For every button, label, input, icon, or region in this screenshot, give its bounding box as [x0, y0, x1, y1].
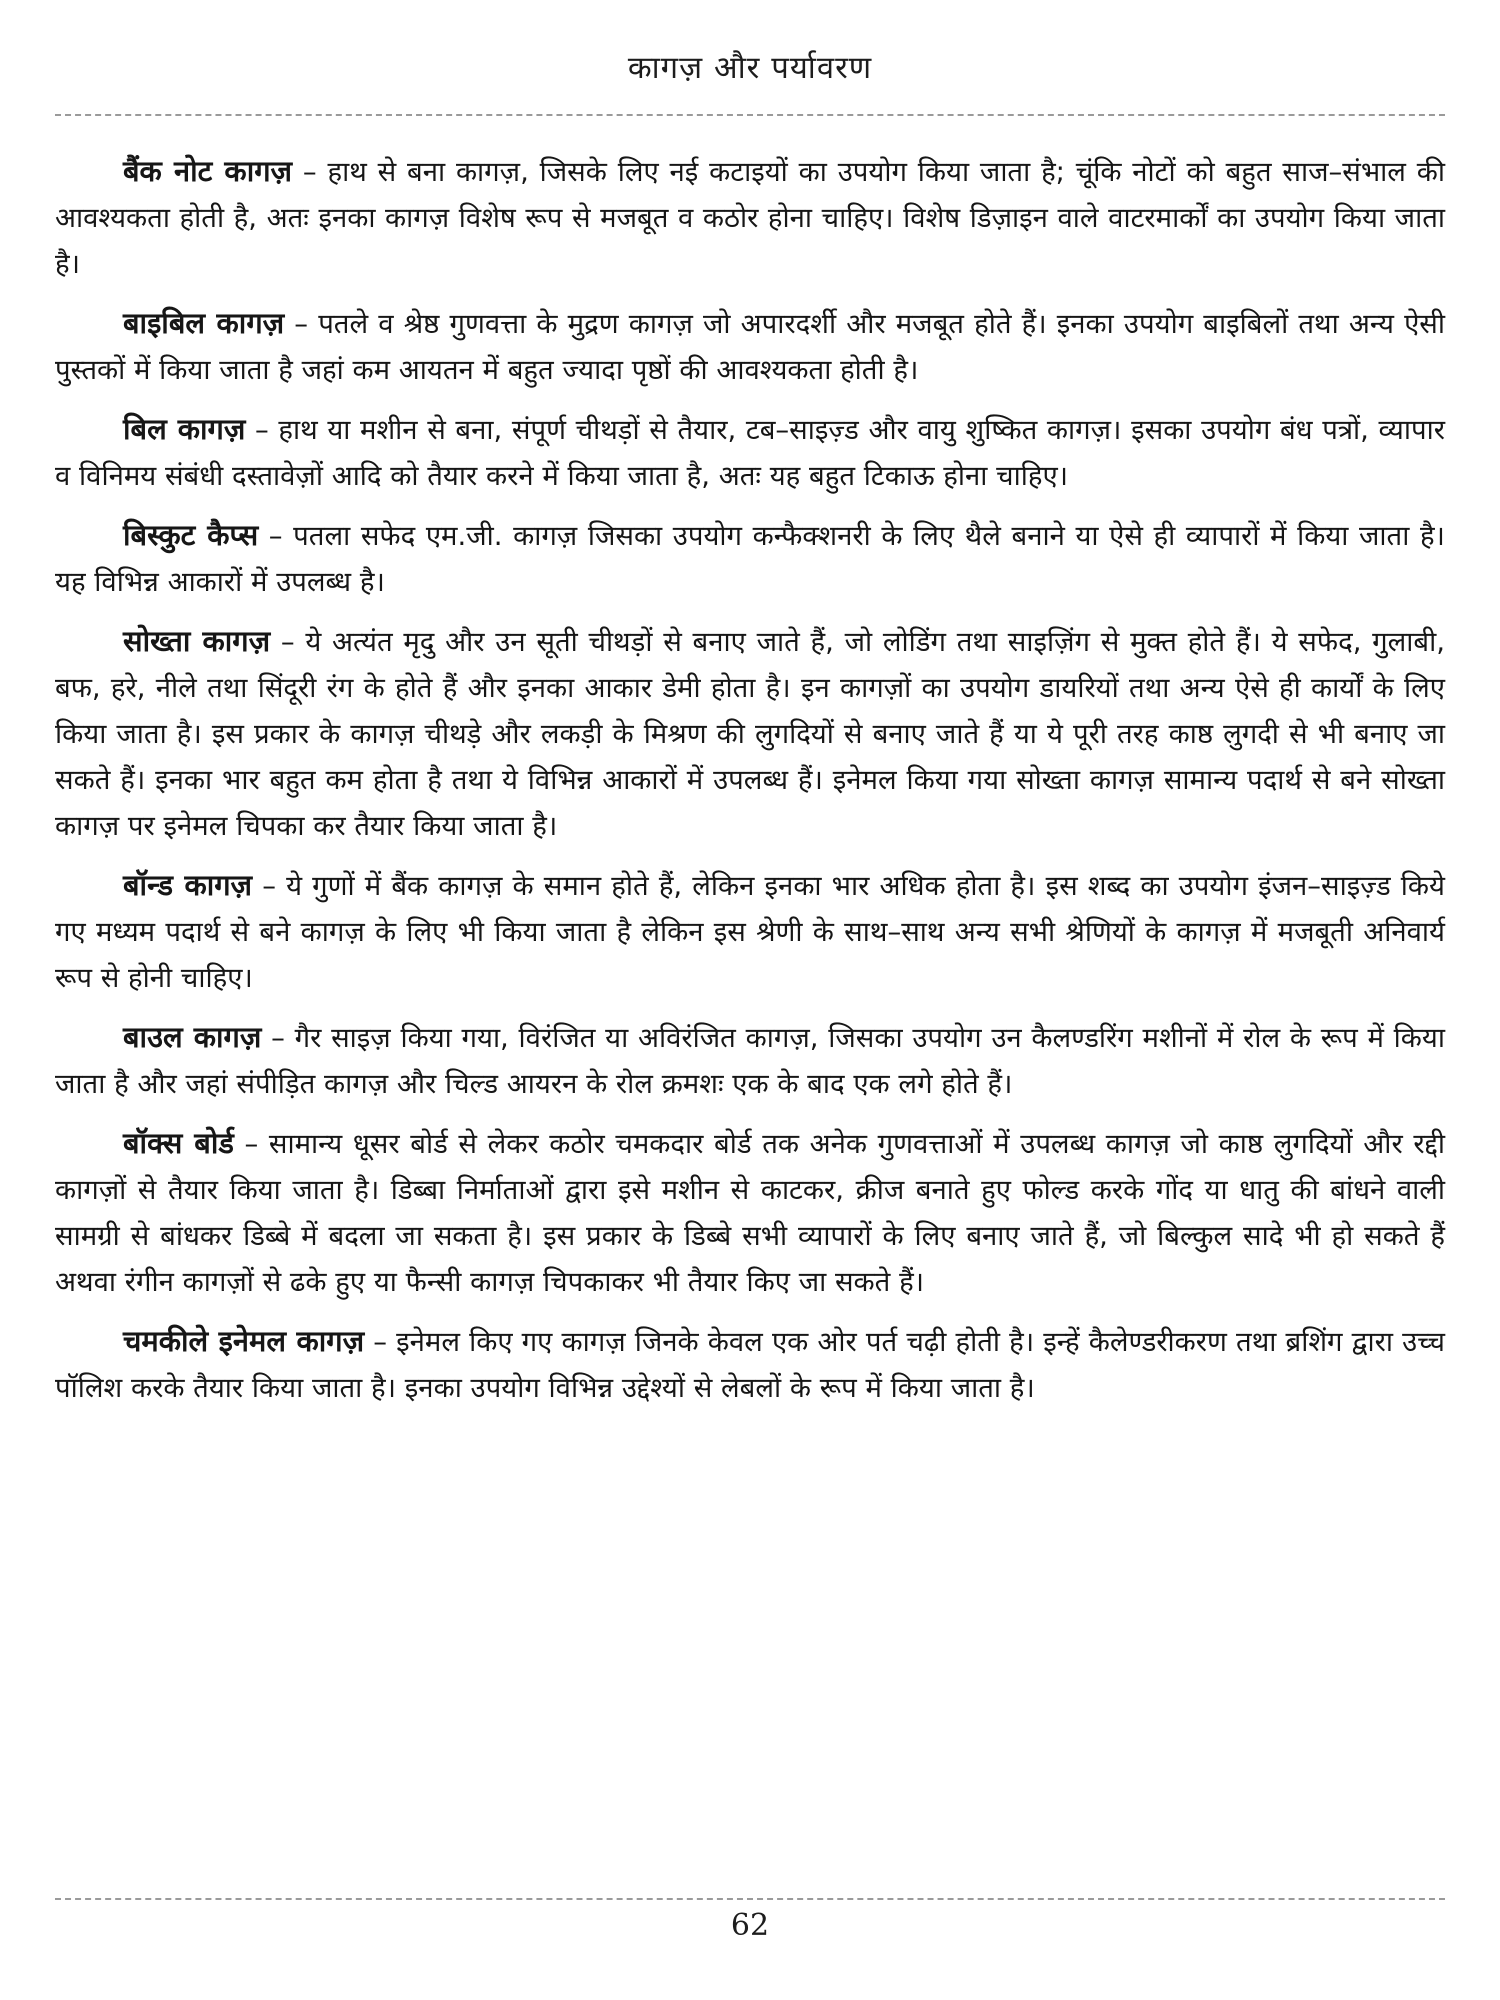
- entry-term: बैंक नोट कागज़: [123, 154, 293, 188]
- entry-definition: – हाथ या मशीन से बना, संपूर्ण चीथड़ों से तैयार, टब–साइज़्ड और वायु शुष्कित कागज़। इसका उपयोग बंध पत्रों, व्यापार व विनिमय संबंधी दस्तावेज़ों आदि को तैयार करने में किया जाता है, अतः यह बहुत टिकाऊ होना चाहिए।: [55, 414, 1445, 492]
- entry-definition: – ये अत्यंत मृदु और उन सूती चीथड़ों से बनाए जाते हैं, जो लोडिंग तथा साइज़िंग से मुक्त होते हैं। ये सफेद, गुलाबी, बफ, हरे, नीले तथा सिंदूरी रंग के होते हैं और इनका आकार डेमी होता है। इन कागज़ों का उपयोग डायरियों तथा अन्य ऐसे ही कार्यों के लिए किया जाता है। इस प्रकार के कागज़ चीथड़े और लकड़ी के मिश्रण की लुगदियों से बनाए जाते हैं या ये पूरी तरह काष्ठ लुगदी से भी बनाए जा सकते हैं। इनका भार बहुत कम होता है तथा ये विभिन्न आकारों में उपलब्ध हैं। इनेमल किया गया सोख्ता कागज़ सामान्य पदार्थ से बने सोख्ता कागज़ पर इनेमल चिपका कर तैयार किया जाता है।: [55, 626, 1445, 842]
- page-number: 62: [730, 1908, 770, 1943]
- glossary-entry-bond-paper: [55, 862, 1445, 1001]
- entry-term: बॉक्स बोर्ड: [123, 1126, 234, 1160]
- glossary-entry-bowl-paper: [55, 1014, 1445, 1107]
- entry-definition: – इनेमल किए गए कागज़ जिनके केवल एक ओर पर्त चढ़ी होती है। इन्हें कैलेण्डरीकरण तथा ब्रशिंग द्वारा उच्च पॉलिश करके तैयार किया जाता है। इनका उपयोग विभिन्न उद्देश्यों से लेबलों के रूप में किया जाता है।: [55, 1326, 1445, 1404]
- entry-definition: – ये गुणों में बैंक कागज़ के समान होते हैं, लेकिन इनका भार अधिक होता है। इस शब्द का उपयोग इंजन–साइज़्ड किये गए मध्यम पदार्थ से बने कागज़ के लिए भी किया जाता है लेकिन इस श्रेणी के साथ–साथ अन्य सभी श्रेणियों के कागज़ में मजबूती अनिवार्य रूप से होनी चाहिए।: [55, 870, 1445, 994]
- footer-rule: [55, 1898, 1445, 1900]
- glossary-entry-glazed-enamel-paper: [55, 1318, 1445, 1411]
- entry-definition: – सामान्य धूसर बोर्ड से लेकर कठोर चमकदार बोर्ड तक अनेक गुणवत्ताओं में उपलब्ध कागज़ जो काष्ठ लुगदियों और रद्दी कागज़ों से तैयार किया जाता है। डिब्बा निर्माताओं द्वारा इसे मशीन से काटकर, क्रीज बनाते हुए फोल्ड करके गोंद या धातु की बांधने वाली सामग्री से बांधकर डिब्बे में बदला जा सकता है। इस प्रकार के डिब्बे सभी व्यापारों के लिए बनाए जाते हैं, जो बिल्कुल सादे भी हो सकते हैं अथवा रंगीन कागज़ों से ढके हुए या फैन्सी कागज़ चिपकाकर भी तैयार किए जा सकते हैं।: [55, 1128, 1445, 1298]
- glossary-body: [55, 148, 1445, 1424]
- entry-definition: – पतले व श्रेष्ठ गुणवत्ता के मुद्रण कागज़ जो अपारदर्शी और मजबूत होते हैं। इनका उपयोग बाइबिलों तथा अन्य ऐसी पुस्तकों में किया जाता है जहां कम आयतन में बहुत ज्यादा पृष्ठों की आवश्यकता होती है।: [55, 308, 1445, 386]
- entry-term: बिस्कुट कैप्स: [123, 518, 259, 552]
- entry-term: चमकीले इनेमल कागज़: [123, 1324, 365, 1358]
- entry-term: बॉन्ड कागज़: [123, 868, 253, 902]
- entry-definition: – पतला सफेद एम.जी. कागज़ जिसका उपयोग कन्फैक्शनरी के लिए थैले बनाने या ऐसे ही व्यापारों में किया जाता है। यह विभिन्न आकारों में उपलब्ध है।: [55, 520, 1445, 598]
- header-rule: [55, 114, 1445, 116]
- entry-term: बाइबिल कागज़: [123, 306, 285, 340]
- glossary-entry-blotting-paper: [55, 618, 1445, 849]
- glossary-entry-bill-paper: [55, 406, 1445, 499]
- entry-term: बाउल कागज़: [123, 1020, 262, 1054]
- glossary-entry-bible-paper: [55, 300, 1445, 393]
- glossary-entry-biscuit-caps: [55, 512, 1445, 605]
- entry-definition: – गैर साइज़ किया गया, विरंजित या अविरंजित कागज़, जिसका उपयोग उन कैलण्डरिंग मशीनों में रोल के रूप में किया जाता है और जहां संपीड़ित कागज़ और चिल्ड आयरन के रोल क्रमशः एक के बाद एक लगे होते हैं।: [55, 1022, 1445, 1100]
- glossary-entry-bank-note-paper: [55, 148, 1445, 287]
- entry-term: बिल कागज़: [123, 412, 246, 446]
- entry-term: सोख्ता कागज़: [123, 624, 271, 658]
- running-header: कागज़ और पर्यावरण: [627, 50, 873, 86]
- entry-definition: – हाथ से बना कागज़, जिसके लिए नई कटाइयों का उपयोग किया जाता है; चूंकि नोटों को बहुत साज–संभाल की आवश्यकता होती है, अतः इनका कागज़ विशेष रूप से मजबूत व कठोर होना चाहिए। विशेष डिज़ाइन वाले वाटरमार्कों का उपयोग किया जाता है।: [55, 156, 1446, 280]
- glossary-entry-box-board: [55, 1120, 1445, 1305]
